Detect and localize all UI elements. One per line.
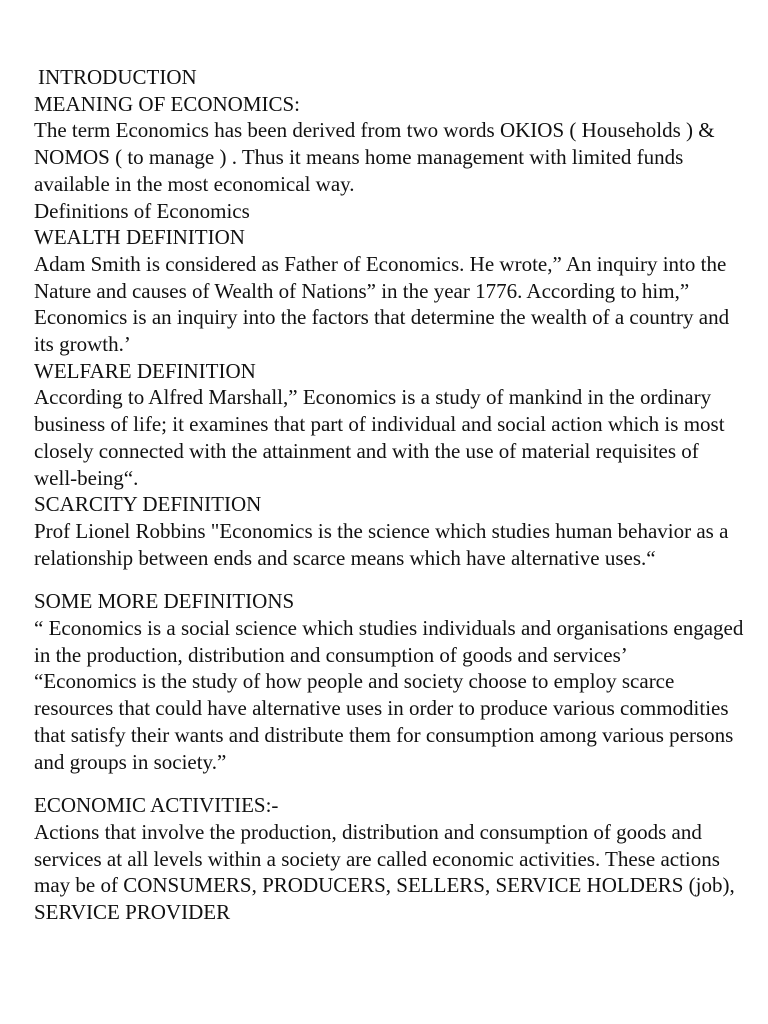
scarcity-definition-paragraph: Prof Lionel Robbins "Economics is the science which studies human behavior as a relationship between ends and scarce means which have alternative uses.“ [34,518,729,570]
section-spacer [34,775,746,792]
welfare-definition-paragraph: According to Alfred Marshall,” Economics is a study of mankind in the ordinary business of life; it examines that part of individual and social action which is most closely connected with the attainment and with the use of material requisites of well-being“. [34,385,725,490]
more-definitions-heading: SOME MORE DEFINITIONS [34,589,295,614]
wealth-definition-paragraph: Adam Smith is considered as Father of Economics. He wrote,” An inquiry into the Nature and causes of Wealth of Nations” in the year 1776. According to him,” Economics is an inquiry into the factors that determine the wealth of a country and its growth.’ [34,251,730,357]
definitions-heading: Definitions of Economics [34,198,250,223]
document-page [34,64,746,926]
more-definition-1: “ Economics is a social science which studies individuals and organisations engaged in the production, distribution and consumption of goods and services’ [34,616,744,667]
section-spacer [34,571,746,588]
economic-activities-paragraph: Actions that involve the production, distribution and consumption of goods and services at all levels within a society are called economic activities. These actions may be of CONSUMERS, PRODUCERS, SELLERS, SERVICE HOLDERS (job), SERVICE PROVIDER [34,819,735,925]
meaning-heading: MEANING OF ECONOMICS: [34,91,301,116]
more-definition-2: “Economics is the study of how people and society choose to employ scarce resources that could have alternative uses in order to produce various commodities that satisfy their wants and distribute them for consumption among various persons and groups in society.” [34,669,734,774]
economic-activities-heading: ECONOMIC ACTIVITIES:- [34,793,279,818]
scarcity-definition-heading: SCARCITY DEFINITION [34,492,262,517]
welfare-definition-heading: WELFARE DEFINITION [34,358,256,383]
wealth-definition-heading: WEALTH DEFINITION [34,225,245,250]
meaning-paragraph: The term Economics has been derived from two words OKIOS ( Households ) & NOMOS ( to manage ) . Thus it means home management with limited funds available in the most economical way. [34,118,715,196]
introduction-title: INTRODUCTION [38,65,197,89]
